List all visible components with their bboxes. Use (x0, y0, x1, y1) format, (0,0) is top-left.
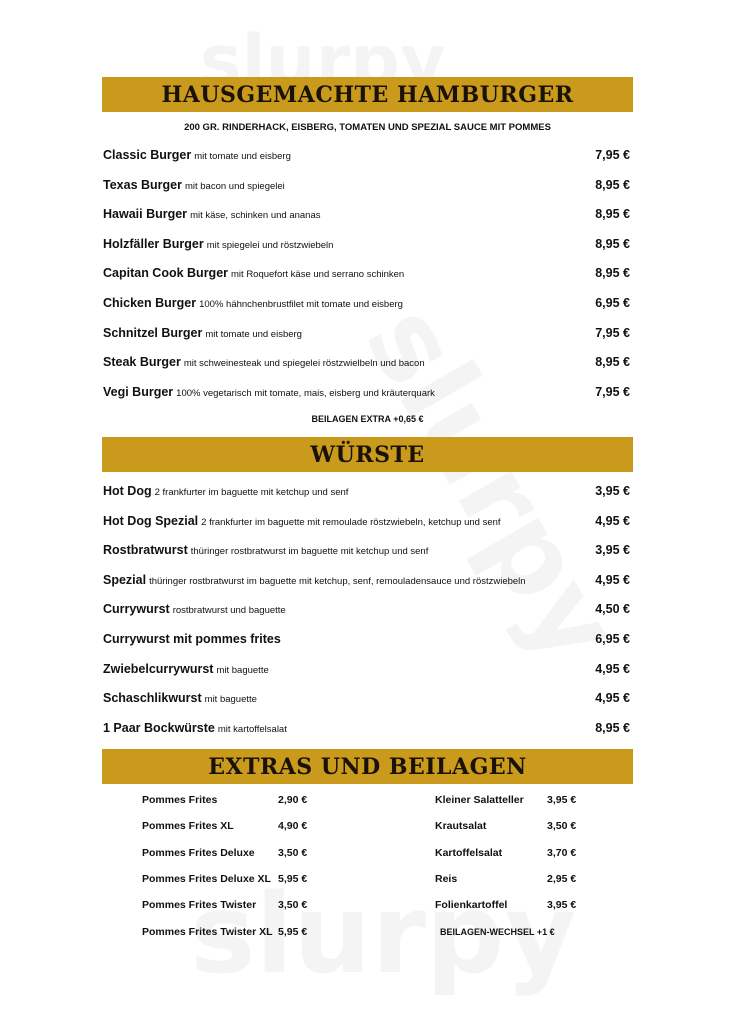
extras-section-title: EXTRAS UND BEILAGEN (208, 753, 527, 780)
menu-item (103, 660, 269, 678)
side-dish-row (142, 820, 312, 836)
side-dish-row (142, 926, 312, 942)
side-dish-name: Pommes Frites (142, 794, 218, 806)
menu-item-description: rostbratwurst und baguette (172, 605, 286, 617)
menu-item (103, 600, 286, 618)
menu-item-price: 8,95 € (595, 207, 630, 222)
side-dish-price: 3,50 € (278, 899, 308, 912)
side-dish-row (435, 820, 605, 836)
menu-item-name: Schaschlikwurst (103, 691, 202, 706)
side-dish-row (142, 873, 312, 889)
menu-item-name: Holzfäller Burger (103, 236, 204, 251)
side-dish-row (435, 847, 605, 863)
menu-item-name: Classic Burger (103, 148, 192, 162)
menu-item-description: mit schweinesteak und spiegelei röstzwielbeln und bacon (183, 358, 425, 370)
menu-item-row (103, 571, 630, 591)
side-dish-row (142, 899, 312, 915)
menu-item (103, 512, 501, 530)
menu-item-name: Capitan Cook Burger (103, 266, 229, 281)
menu-item-row (103, 719, 630, 739)
menu-item-name: Schnitzel Burger (103, 325, 203, 340)
menu-item-price: 4,50 € (595, 602, 630, 617)
menu-item-price: 3,95 € (595, 484, 630, 498)
menu-item-description: 100% hähnchenbrustfilet mit tomate und eisberg (199, 299, 403, 310)
menu-item (103, 571, 526, 589)
menu-item (103, 294, 403, 312)
menu-item-name: Steak Burger (103, 355, 181, 370)
burger-extras-note: BEILAGEN EXTRA +0,65 € (311, 414, 424, 424)
menu-item-row (103, 689, 630, 709)
side-dish-name: Krautsalat (435, 820, 487, 833)
wurste-section-title: WÜRSTE (310, 441, 425, 468)
menu-item-row (103, 264, 630, 284)
menu-item-row (103, 205, 630, 225)
menu-item (103, 176, 285, 194)
menu-item (103, 146, 291, 164)
side-dish-price: 3,50 € (278, 846, 308, 859)
side-dish-price: 4,90 € (278, 820, 308, 833)
menu-item-name: Currywurst mit pommes frites (103, 632, 281, 646)
side-dish-row (435, 873, 605, 889)
menu-item-row (103, 630, 630, 650)
side-dish-row (142, 847, 312, 863)
menu-item-description: 2 frankfurter im baguette mit ketchup und senf (154, 487, 349, 498)
menu-item-row (103, 512, 630, 532)
menu-item-row (103, 353, 630, 373)
menu-item-name: Zwiebelcurrywurst (103, 661, 214, 676)
menu-item-row (103, 176, 630, 196)
burger-section-banner (102, 77, 633, 112)
side-dish-price: 2,90 € (278, 794, 308, 806)
menu-item-row (103, 324, 630, 344)
menu-item-name: Hot Dog Spezial (103, 513, 199, 528)
menu-item (103, 689, 257, 707)
side-dish-price: 3,95 € (547, 794, 577, 806)
menu-item (103, 235, 333, 253)
menu-item-name: Vegi Burger (103, 384, 174, 399)
menu-item-description: mit baguette (216, 664, 269, 676)
side-dish-price: 3,50 € (547, 820, 577, 833)
menu-item (103, 630, 281, 648)
menu-item-description: mit tomate und eisberg (194, 151, 291, 162)
side-dish-row (142, 794, 312, 810)
menu-item-price: 7,95 € (595, 148, 630, 162)
menu-item-row (103, 235, 630, 255)
side-dish-name: Kartoffelsalat (435, 846, 503, 859)
burger-section-title: HAUSGEMACHTE HAMBURGER (161, 81, 574, 108)
menu-item (103, 353, 425, 371)
menu-item-price: 4,95 € (595, 691, 630, 706)
menu-item-row (103, 383, 630, 403)
menu-item-description: mit käse, schinken und ananas (190, 210, 321, 222)
menu-item-name: Chicken Burger (103, 296, 197, 310)
menu-item-row (103, 600, 630, 620)
menu-item-description: mit Roquefort käse und serrano schinken (231, 269, 405, 281)
menu-item-row (103, 146, 630, 166)
menu-item-description: mit tomate und eisberg (205, 328, 302, 340)
side-dish-name: Pommes Frites XL (142, 820, 234, 833)
menu-item-name: Currywurst (103, 602, 170, 617)
menu-item-description: mit spiegelei und röstzwiebeln (206, 239, 334, 251)
menu-item-name: Spezial (103, 572, 147, 587)
menu-item-price: 3,95 € (595, 543, 630, 558)
menu-item-price: 4,95 € (595, 513, 630, 528)
burger-section-subtitle: 200 GR. RINDERHACK, EISBERG, TOMATEN UND SPEZIAL SAUCE MIT POMMES (184, 122, 551, 133)
side-dish-price: 3,95 € (547, 899, 577, 912)
menu-item-row (103, 294, 630, 314)
menu-item-name: Texas Burger (103, 177, 182, 192)
side-swap-note: BEILAGEN-WECHSEL +1 € (440, 927, 555, 937)
menu-item-name: 1 Paar Bockwürste (103, 720, 215, 735)
menu-item-description: mit bacon und spiegelei (184, 180, 285, 192)
side-dish-price: 5,95 € (278, 925, 308, 938)
menu-item (103, 324, 302, 342)
menu-item-description: thüringer rostbratwurst im baguette mit ketchup, senf, remouladensauce und röstzwiebeln (149, 575, 526, 587)
menu-item (103, 541, 428, 559)
extras-section-banner (102, 749, 633, 784)
menu-item-price: 8,95 € (595, 720, 630, 735)
menu-item-row (103, 541, 630, 561)
menu-item-name: Hot Dog (103, 484, 152, 498)
menu-item-description: 2 frankfurter im baguette mit remoulade röstzwiebeln, ketchup und senf (201, 516, 501, 528)
menu-item-description: thüringer rostbratwurst im baguette mit ketchup und senf (190, 546, 429, 558)
menu-item (103, 719, 287, 737)
side-dish-name: Pommes Frites Deluxe (142, 846, 255, 859)
wurste-section-banner (102, 437, 633, 472)
menu-item (103, 482, 348, 500)
menu-item-name: Rostbratwurst (103, 543, 188, 558)
side-dish-name: Kleiner Salatteller (435, 794, 524, 806)
menu-item-price: 6,95 € (595, 632, 630, 646)
side-dish-name: Pommes Frites Twister (142, 899, 257, 912)
menu-item-description: mit kartoffelsalat (217, 723, 287, 735)
menu-item (103, 383, 435, 401)
menu-item-row (103, 482, 630, 502)
menu-item-price: 4,95 € (595, 572, 630, 587)
side-dish-price: 2,95 € (547, 872, 577, 885)
side-dish-name: Pommes Frites Deluxe XL (142, 872, 271, 885)
side-dish-row (435, 899, 605, 915)
menu-item-description: 100% vegetarisch mit tomate, mais, eisberg und kräuterquark (176, 387, 435, 399)
menu-item-price: 4,95 € (595, 661, 630, 676)
menu-item (103, 264, 404, 282)
menu-item-price: 8,95 € (595, 236, 630, 251)
menu-item-price: 8,95 € (595, 266, 630, 281)
side-dish-name: Pommes Frites Twister XL (142, 925, 273, 938)
menu-item-row (103, 660, 630, 680)
menu-item-price: 8,95 € (595, 177, 630, 192)
side-dish-price: 3,70 € (547, 846, 577, 859)
menu-item-description: mit baguette (204, 694, 257, 706)
menu-item-price: 7,95 € (595, 325, 630, 340)
side-dish-price: 5,95 € (278, 872, 308, 885)
menu-item (103, 205, 321, 223)
side-dish-row (435, 794, 605, 810)
menu-item-price: 6,95 € (595, 296, 630, 310)
side-dish-name: Reis (435, 872, 458, 885)
side-dish-name: Folienkartoffel (435, 899, 508, 912)
menu-item-price: 8,95 € (595, 355, 630, 370)
menu-item-price: 7,95 € (595, 384, 630, 399)
menu-item-name: Hawaii Burger (103, 207, 188, 222)
